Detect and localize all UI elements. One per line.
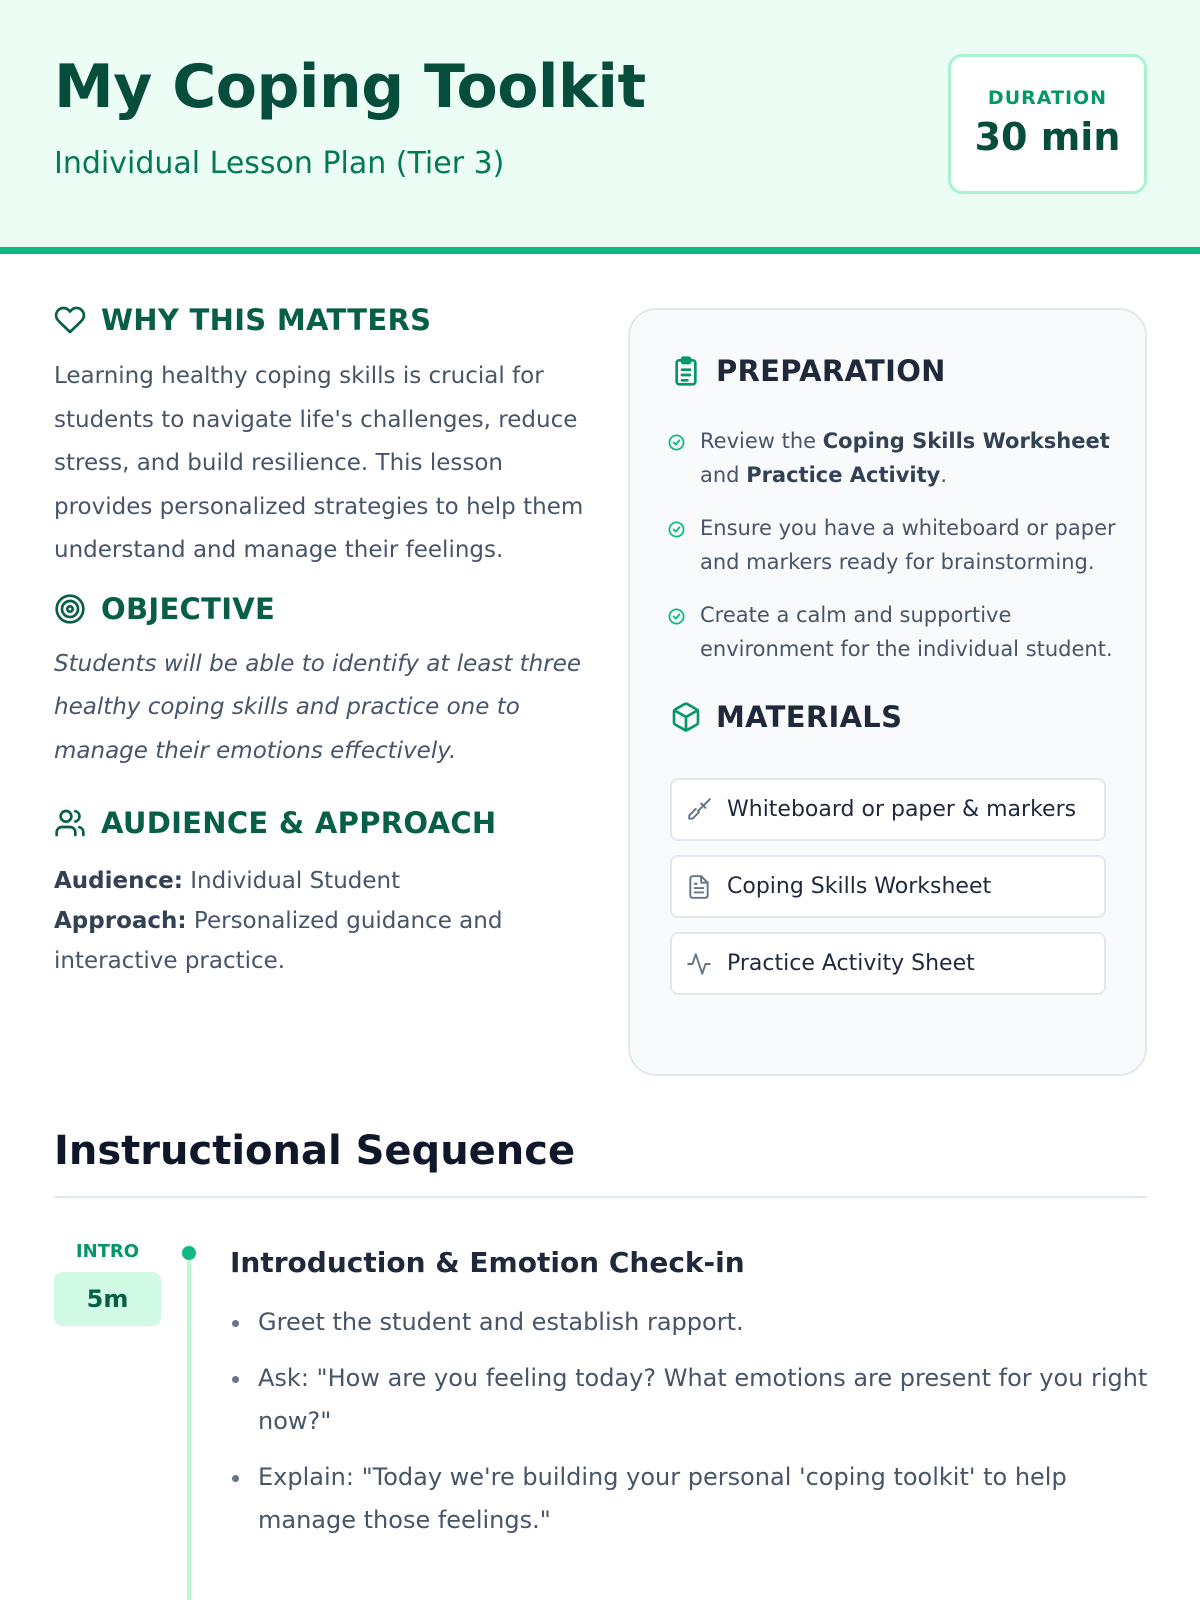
audience-line — [54, 861, 594, 901]
sequence-title: Instructional Sequence — [54, 1128, 576, 1174]
overview-column — [54, 300, 594, 981]
audience-details — [54, 861, 594, 981]
page-subtitle: Individual Lesson Plan (Tier 3) — [54, 146, 505, 181]
marker-icon — [686, 797, 712, 823]
heart-icon — [54, 304, 86, 336]
audience-label: Audience: — [54, 868, 183, 894]
preparation-item-text: Create a calm and supportive environment for the individual student. — [700, 603, 1113, 661]
objective-section-heading — [54, 589, 594, 629]
timeline-dot — [182, 1246, 196, 1260]
preparation-item-emphasis: Practice Activity — [746, 463, 941, 487]
step-bullet: Explain: "Today we're building your personal 'coping toolkit' to help manage those feelings." — [230, 1456, 1150, 1542]
preparation-list — [668, 424, 1118, 685]
users-icon — [54, 807, 86, 839]
materials-heading — [670, 700, 902, 734]
check-circle-icon — [668, 608, 685, 625]
duration-value: 30 min — [974, 115, 1121, 159]
sequence-divider — [54, 1196, 1147, 1198]
why-title: WHY THIS MATTERS — [101, 303, 432, 337]
preparation-heading — [670, 354, 946, 388]
page-title: My Coping Toolkit — [54, 52, 646, 122]
step-bullet: Greet the student and establish rapport. — [230, 1301, 1150, 1344]
check-circle-icon — [668, 521, 685, 538]
preparation-item-text: Ensure you have a whiteboard or paper and markers ready for brainstorming. — [700, 516, 1116, 574]
material-label: Coping Skills Worksheet — [727, 874, 992, 899]
material-item — [670, 855, 1106, 918]
approach-value: Personalized guidance and interactive practice. — [54, 908, 503, 974]
audience-section-heading — [54, 803, 594, 843]
preparation-card — [628, 308, 1147, 1076]
preparation-item — [668, 424, 1118, 492]
timeline-line — [187, 1260, 191, 1600]
document-icon — [686, 874, 712, 900]
clipboard-icon — [670, 355, 702, 387]
material-label: Whiteboard or paper & markers — [727, 797, 1077, 822]
preparation-item — [668, 598, 1118, 666]
preparation-item-text: . — [940, 463, 948, 487]
approach-label: Approach: — [54, 908, 187, 934]
objective-title: OBJECTIVE — [101, 591, 276, 626]
target-icon — [54, 593, 86, 625]
material-item — [670, 778, 1106, 841]
duration-label: DURATION — [987, 87, 1108, 109]
preparation-title: PREPARATION — [716, 354, 946, 388]
step-title: Introduction & Emotion Check-in — [230, 1246, 745, 1279]
material-item — [670, 932, 1106, 995]
step-bullet: Ask: "How are you feeling today? What emotions are present for you right now?" — [230, 1357, 1150, 1443]
audience-title: AUDIENCE & APPROACH — [101, 806, 497, 840]
objective-text: Students will be able to identify at least three healthy coping skills and practice one to manage their emotions effectively. — [54, 650, 582, 764]
lesson-header — [0, 0, 1200, 254]
preparation-item-text: Review the — [700, 429, 823, 453]
step-time-badge: 5m — [54, 1272, 161, 1326]
materials-title: MATERIALS — [716, 700, 903, 734]
audience-value: Individual Student — [190, 868, 401, 894]
preparation-item-emphasis: Coping Skills Worksheet — [822, 429, 1110, 453]
check-circle-icon — [668, 434, 685, 451]
why-text: Learning healthy coping skills is crucial for students to navigate life's challenges, reduce stress, and build resilience. This lesson provides personalized strategies to help them understand and manage their feelings. — [54, 363, 584, 563]
activity-icon — [686, 951, 712, 977]
duration-badge — [948, 54, 1147, 194]
package-icon — [670, 701, 702, 733]
preparation-item-text: and — [700, 463, 747, 487]
preparation-item — [668, 511, 1118, 579]
step-bullets — [230, 1301, 1150, 1555]
step-tag: INTRO — [75, 1241, 140, 1262]
materials-list — [670, 778, 1106, 1009]
approach-line — [54, 901, 594, 981]
material-label: Practice Activity Sheet — [727, 951, 975, 976]
why-section-heading — [54, 300, 594, 340]
